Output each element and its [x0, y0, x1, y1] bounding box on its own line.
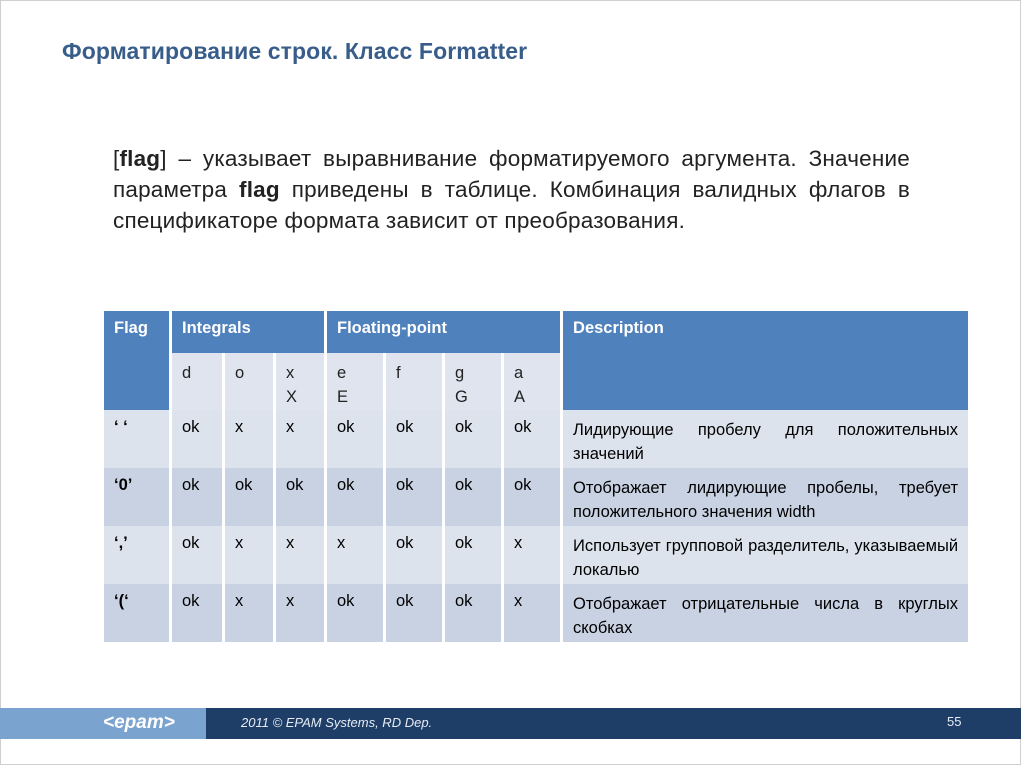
flag-cell: ‘ ‘ — [104, 410, 169, 468]
description-paragraph — [113, 143, 910, 236]
value-cell: ok — [386, 526, 442, 584]
value-cell: ok — [445, 468, 501, 526]
value-cell: ok — [172, 584, 222, 642]
value-cell: ok — [172, 468, 222, 526]
value-cell: ok — [172, 526, 222, 584]
table-row — [104, 526, 968, 584]
value-cell: x — [276, 410, 324, 468]
para-flag-term: flag — [119, 146, 161, 171]
page-number: 55 — [947, 714, 962, 729]
value-cell: ok — [386, 468, 442, 526]
description-cell: Лидирующие пробелу для положительных значений — [563, 410, 968, 468]
value-cell: ok — [386, 410, 442, 468]
value-cell: ok — [445, 584, 501, 642]
subheader-cell: g G — [445, 353, 501, 410]
header-description: Description — [563, 311, 968, 410]
flag-cell: ‘,’ — [104, 526, 169, 584]
para-rest: приведены в таблице. Комбинация валидных флагов в спецификаторе формата зависит от преобразования. — [113, 177, 910, 233]
flag-cell: ‘0’ — [104, 468, 169, 526]
value-cell: x — [225, 584, 273, 642]
header-integrals: Integrals — [172, 311, 324, 353]
subheader-cell: f — [386, 353, 442, 410]
footer-bar — [0, 708, 1021, 739]
flag-cell: ‘(‘ — [104, 584, 169, 642]
subheader-cell: a A — [504, 353, 560, 410]
flags-table — [101, 311, 971, 642]
para-lead: [ — [113, 146, 120, 171]
value-cell: x — [276, 526, 324, 584]
slide-title: Форматирование строк. Класс Formatter — [62, 38, 528, 64]
value-cell: ok — [276, 468, 324, 526]
value-cell: x — [276, 584, 324, 642]
value-cell: ok — [445, 410, 501, 468]
value-cell: x — [225, 410, 273, 468]
value-cell: x — [504, 584, 560, 642]
value-cell: x — [504, 526, 560, 584]
description-cell: Отображает лидирующие пробелы, требует положительного значения width — [563, 468, 968, 526]
value-cell: ok — [504, 410, 560, 468]
value-cell: ok — [327, 410, 383, 468]
table-row — [104, 468, 968, 526]
subheader-cell: d — [172, 353, 222, 410]
para-mid: ] – указывает выравнивание форматируемого аргумента. Значение параметра — [113, 146, 910, 202]
value-cell: ok — [327, 468, 383, 526]
subheader-cell: e E — [327, 353, 383, 410]
value-cell: ok — [327, 584, 383, 642]
header-flag: Flag — [104, 311, 169, 410]
value-cell: ok — [445, 526, 501, 584]
footer-copyright: 2011 © EPAM Systems, RD Dep. — [241, 715, 433, 730]
value-cell: ok — [386, 584, 442, 642]
value-cell: x — [225, 526, 273, 584]
description-cell: Использует групповой разделитель, указываемый локалью — [563, 526, 968, 584]
footer-logo-box — [0, 708, 206, 739]
value-cell: x — [327, 526, 383, 584]
table-row — [104, 410, 968, 468]
header-floating-point: Floating-point — [327, 311, 560, 353]
subheader-cell: x X — [276, 353, 324, 410]
para-flag-term-2: flag — [239, 177, 280, 202]
value-cell: ok — [172, 410, 222, 468]
value-cell: ok — [504, 468, 560, 526]
description-cell: Отображает отрицательные числа в круглых скобках — [563, 584, 968, 642]
value-cell: ok — [225, 468, 273, 526]
subheader-cell: o — [225, 353, 273, 410]
table-row — [104, 584, 968, 642]
epam-logo: <epam> — [103, 712, 175, 733]
